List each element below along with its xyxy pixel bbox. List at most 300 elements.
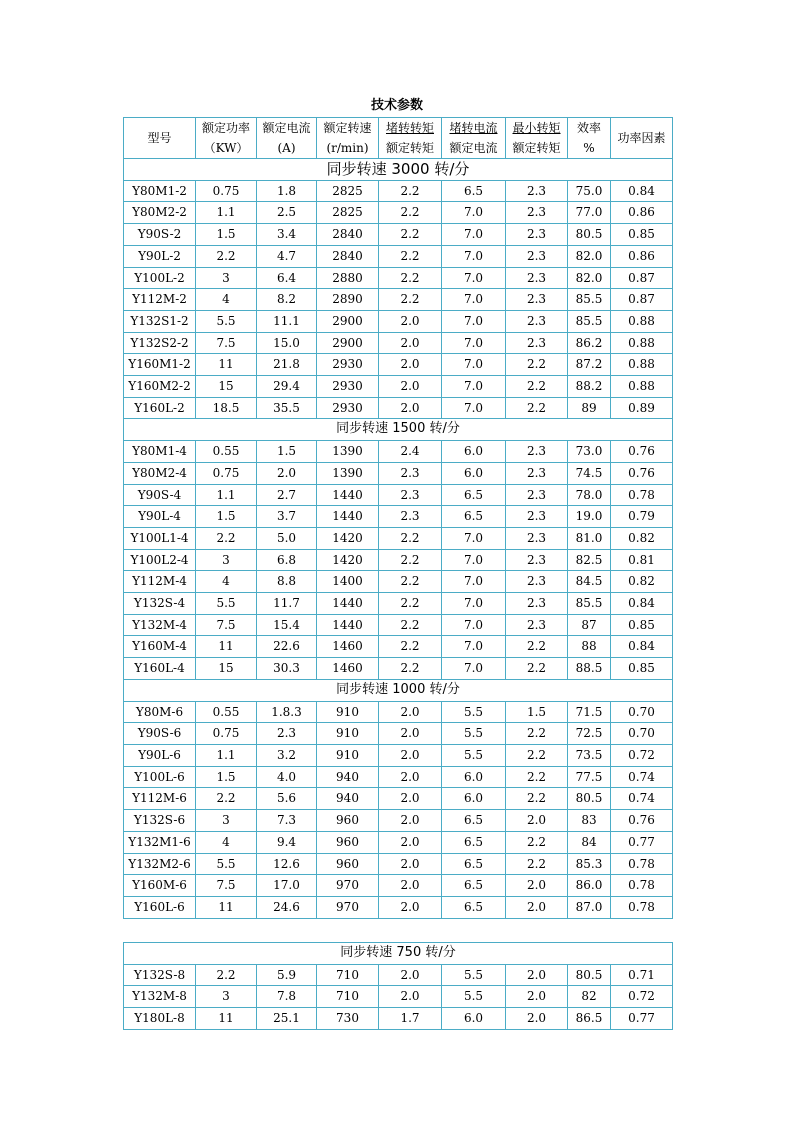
cell-power: 1.5 bbox=[196, 766, 257, 788]
cell-locked-torque: 2.2 bbox=[379, 658, 442, 680]
header-model: 型号 bbox=[124, 118, 196, 159]
cell-efficiency: 73.5 bbox=[568, 744, 611, 766]
header-locked-current-line2: 额定电流 bbox=[449, 141, 498, 155]
section-header-row bbox=[124, 159, 673, 181]
cell-power-factor: 0.85 bbox=[611, 224, 673, 246]
cell-model: Y80M1-2 bbox=[124, 180, 196, 202]
table-row bbox=[124, 180, 673, 202]
cell-min-torque: 2.3 bbox=[506, 527, 568, 549]
cell-speed: 940 bbox=[317, 788, 379, 810]
table-row bbox=[124, 744, 673, 766]
section-label: 同步转速 1500 转/分 bbox=[124, 419, 673, 441]
cell-model: Y160M1-2 bbox=[124, 354, 196, 376]
cell-power-factor: 0.76 bbox=[611, 462, 673, 484]
cell-efficiency: 86.5 bbox=[568, 1008, 611, 1030]
header-row bbox=[124, 118, 673, 159]
cell-model: Y160L-4 bbox=[124, 658, 196, 680]
cell-min-torque: 2.2 bbox=[506, 636, 568, 658]
cell-min-torque: 2.3 bbox=[506, 506, 568, 528]
cell-current: 7.8 bbox=[257, 986, 317, 1008]
cell-model: Y80M2-4 bbox=[124, 462, 196, 484]
cell-current: 11.7 bbox=[257, 593, 317, 615]
cell-locked-current: 7.0 bbox=[442, 549, 506, 571]
cell-power-factor: 0.70 bbox=[611, 723, 673, 745]
cell-speed: 2840 bbox=[317, 245, 379, 267]
cell-speed: 970 bbox=[317, 875, 379, 897]
cell-power: 2.2 bbox=[196, 245, 257, 267]
header-locked-torque bbox=[379, 118, 442, 159]
table-row bbox=[124, 964, 673, 986]
cell-current: 3.4 bbox=[257, 224, 317, 246]
cell-power-factor: 0.78 bbox=[611, 896, 673, 918]
cell-efficiency: 89 bbox=[568, 397, 611, 419]
cell-power-factor: 0.82 bbox=[611, 527, 673, 549]
cell-min-torque: 2.0 bbox=[506, 986, 568, 1008]
table-row bbox=[124, 986, 673, 1008]
cell-efficiency: 84.5 bbox=[568, 571, 611, 593]
cell-min-torque: 2.3 bbox=[506, 462, 568, 484]
cell-speed: 910 bbox=[317, 723, 379, 745]
cell-efficiency: 85.5 bbox=[568, 289, 611, 311]
cell-power: 3 bbox=[196, 986, 257, 1008]
cell-locked-torque: 2.2 bbox=[379, 636, 442, 658]
cell-locked-torque: 2.2 bbox=[379, 267, 442, 289]
cell-power-factor: 0.70 bbox=[611, 701, 673, 723]
cell-model: Y90S-2 bbox=[124, 224, 196, 246]
cell-locked-torque: 2.3 bbox=[379, 462, 442, 484]
cell-power: 7.5 bbox=[196, 875, 257, 897]
header-efficiency-line1: 效率 bbox=[576, 121, 601, 135]
cell-efficiency: 77.0 bbox=[568, 202, 611, 224]
cell-current: 12.6 bbox=[257, 853, 317, 875]
cell-locked-torque: 2.0 bbox=[379, 332, 442, 354]
cell-min-torque: 2.0 bbox=[506, 1008, 568, 1030]
parameters-table-body bbox=[124, 118, 673, 919]
section-header-row bbox=[124, 419, 673, 441]
header-power bbox=[196, 118, 257, 159]
cell-locked-torque: 2.0 bbox=[379, 376, 442, 398]
cell-locked-current: 7.0 bbox=[442, 636, 506, 658]
cell-locked-current: 7.0 bbox=[442, 267, 506, 289]
cell-model: Y100L2-4 bbox=[124, 549, 196, 571]
cell-locked-torque: 2.0 bbox=[379, 831, 442, 853]
cell-locked-torque: 2.4 bbox=[379, 441, 442, 463]
table-row bbox=[124, 506, 673, 528]
cell-locked-torque: 2.0 bbox=[379, 875, 442, 897]
cell-locked-current: 6.5 bbox=[442, 896, 506, 918]
cell-current: 3.7 bbox=[257, 506, 317, 528]
cell-locked-torque: 2.0 bbox=[379, 354, 442, 376]
cell-locked-torque: 2.0 bbox=[379, 964, 442, 986]
cell-power: 4 bbox=[196, 289, 257, 311]
cell-power: 5.5 bbox=[196, 310, 257, 332]
header-min-torque-line1: 最小转矩 bbox=[512, 121, 561, 135]
cell-speed: 1420 bbox=[317, 549, 379, 571]
header-min-torque-line2: 额定转矩 bbox=[512, 141, 561, 155]
cell-speed: 1390 bbox=[317, 441, 379, 463]
cell-locked-torque: 2.0 bbox=[379, 810, 442, 832]
cell-power-factor: 0.78 bbox=[611, 484, 673, 506]
cell-speed: 970 bbox=[317, 896, 379, 918]
cell-speed: 1420 bbox=[317, 527, 379, 549]
cell-min-torque: 2.3 bbox=[506, 571, 568, 593]
cell-min-torque: 2.3 bbox=[506, 245, 568, 267]
cell-locked-torque: 2.2 bbox=[379, 571, 442, 593]
cell-current: 15.4 bbox=[257, 614, 317, 636]
table-row bbox=[124, 376, 673, 398]
cell-current: 4.0 bbox=[257, 766, 317, 788]
cell-min-torque: 2.3 bbox=[506, 202, 568, 224]
table-row bbox=[124, 267, 673, 289]
cell-locked-current: 5.5 bbox=[442, 701, 506, 723]
cell-min-torque: 2.3 bbox=[506, 549, 568, 571]
cell-model: Y100L1-4 bbox=[124, 527, 196, 549]
table-row bbox=[124, 831, 673, 853]
table-row bbox=[124, 310, 673, 332]
cell-min-torque: 2.3 bbox=[506, 441, 568, 463]
cell-locked-torque: 2.0 bbox=[379, 723, 442, 745]
cell-locked-current: 7.0 bbox=[442, 354, 506, 376]
cell-speed: 2930 bbox=[317, 397, 379, 419]
cell-power: 0.75 bbox=[196, 462, 257, 484]
cell-min-torque: 2.3 bbox=[506, 180, 568, 202]
cell-locked-torque: 2.0 bbox=[379, 766, 442, 788]
cell-power-factor: 0.74 bbox=[611, 788, 673, 810]
cell-current: 3.2 bbox=[257, 744, 317, 766]
cell-locked-torque: 2.2 bbox=[379, 614, 442, 636]
table-row bbox=[124, 289, 673, 311]
cell-min-torque: 2.2 bbox=[506, 788, 568, 810]
cell-power-factor: 0.72 bbox=[611, 744, 673, 766]
table-row bbox=[124, 462, 673, 484]
cell-model: Y180L-8 bbox=[124, 1008, 196, 1030]
cell-power: 15 bbox=[196, 376, 257, 398]
cell-power-factor: 0.81 bbox=[611, 549, 673, 571]
cell-model: Y132M-4 bbox=[124, 614, 196, 636]
table-row bbox=[124, 571, 673, 593]
cell-current: 35.5 bbox=[257, 397, 317, 419]
cell-model: Y100L-2 bbox=[124, 267, 196, 289]
cell-speed: 2880 bbox=[317, 267, 379, 289]
cell-locked-torque: 2.2 bbox=[379, 224, 442, 246]
table-row bbox=[124, 332, 673, 354]
cell-power: 11 bbox=[196, 636, 257, 658]
cell-min-torque: 2.3 bbox=[506, 332, 568, 354]
cell-locked-current: 6.5 bbox=[442, 506, 506, 528]
cell-locked-current: 7.0 bbox=[442, 376, 506, 398]
header-efficiency bbox=[568, 118, 611, 159]
cell-power: 18.5 bbox=[196, 397, 257, 419]
cell-locked-torque: 2.0 bbox=[379, 986, 442, 1008]
cell-power: 3 bbox=[196, 549, 257, 571]
cell-min-torque: 1.5 bbox=[506, 701, 568, 723]
cell-current: 5.9 bbox=[257, 964, 317, 986]
cell-efficiency: 85.5 bbox=[568, 593, 611, 615]
cell-current: 1.8.3 bbox=[257, 701, 317, 723]
cell-model: Y132S2-2 bbox=[124, 332, 196, 354]
cell-locked-torque: 2.0 bbox=[379, 853, 442, 875]
cell-min-torque: 2.2 bbox=[506, 723, 568, 745]
cell-model: Y80M2-2 bbox=[124, 202, 196, 224]
cell-min-torque: 2.0 bbox=[506, 810, 568, 832]
cell-speed: 710 bbox=[317, 986, 379, 1008]
header-power-factor: 功率因素 bbox=[611, 118, 673, 159]
table-row bbox=[124, 245, 673, 267]
cell-efficiency: 88.2 bbox=[568, 376, 611, 398]
cell-current: 2.3 bbox=[257, 723, 317, 745]
cell-power-factor: 0.88 bbox=[611, 310, 673, 332]
cell-locked-torque: 2.3 bbox=[379, 506, 442, 528]
cell-locked-current: 7.0 bbox=[442, 245, 506, 267]
table-row bbox=[124, 527, 673, 549]
cell-min-torque: 2.3 bbox=[506, 310, 568, 332]
cell-locked-current: 7.0 bbox=[442, 527, 506, 549]
cell-locked-torque: 2.0 bbox=[379, 788, 442, 810]
cell-speed: 710 bbox=[317, 964, 379, 986]
cell-efficiency: 88 bbox=[568, 636, 611, 658]
cell-locked-current: 7.0 bbox=[442, 397, 506, 419]
cell-min-torque: 2.0 bbox=[506, 964, 568, 986]
cell-speed: 940 bbox=[317, 766, 379, 788]
cell-model: Y132S1-2 bbox=[124, 310, 196, 332]
table-row bbox=[124, 202, 673, 224]
cell-power: 4 bbox=[196, 571, 257, 593]
cell-model: Y160L-2 bbox=[124, 397, 196, 419]
cell-speed: 960 bbox=[317, 810, 379, 832]
cell-power-factor: 0.88 bbox=[611, 376, 673, 398]
cell-current: 2.7 bbox=[257, 484, 317, 506]
cell-speed: 1460 bbox=[317, 658, 379, 680]
page-title: 技术参数 bbox=[370, 98, 423, 113]
cell-locked-current: 5.5 bbox=[442, 986, 506, 1008]
cell-current: 29.4 bbox=[257, 376, 317, 398]
cell-speed: 1440 bbox=[317, 593, 379, 615]
cell-current: 11.1 bbox=[257, 310, 317, 332]
section-header-row bbox=[124, 679, 673, 701]
cell-locked-torque: 2.2 bbox=[379, 549, 442, 571]
cell-locked-torque: 2.2 bbox=[379, 245, 442, 267]
cell-min-torque: 2.3 bbox=[506, 614, 568, 636]
cell-locked-current: 7.0 bbox=[442, 224, 506, 246]
header-current bbox=[257, 118, 317, 159]
cell-locked-current: 6.5 bbox=[442, 853, 506, 875]
cell-current: 2.0 bbox=[257, 462, 317, 484]
cell-efficiency: 82.0 bbox=[568, 267, 611, 289]
cell-power-factor: 0.77 bbox=[611, 831, 673, 853]
cell-locked-current: 6.5 bbox=[442, 875, 506, 897]
cell-current: 5.0 bbox=[257, 527, 317, 549]
cell-locked-torque: 2.0 bbox=[379, 896, 442, 918]
cell-locked-current: 6.5 bbox=[442, 831, 506, 853]
cell-locked-torque: 2.0 bbox=[379, 397, 442, 419]
cell-min-torque: 2.2 bbox=[506, 376, 568, 398]
cell-power: 0.75 bbox=[196, 723, 257, 745]
cell-efficiency: 73.0 bbox=[568, 441, 611, 463]
cell-speed: 1440 bbox=[317, 506, 379, 528]
cell-power-factor: 0.72 bbox=[611, 986, 673, 1008]
table-row bbox=[124, 853, 673, 875]
cell-min-torque: 2.2 bbox=[506, 831, 568, 853]
cell-min-torque: 2.0 bbox=[506, 875, 568, 897]
cell-model: Y112M-2 bbox=[124, 289, 196, 311]
header-locked-current bbox=[442, 118, 506, 159]
cell-speed: 1390 bbox=[317, 462, 379, 484]
cell-locked-torque: 2.0 bbox=[379, 744, 442, 766]
cell-power-factor: 0.86 bbox=[611, 245, 673, 267]
cell-model: Y132S-6 bbox=[124, 810, 196, 832]
cell-model: Y160L-6 bbox=[124, 896, 196, 918]
cell-power-factor: 0.78 bbox=[611, 875, 673, 897]
cell-power-factor: 0.88 bbox=[611, 354, 673, 376]
cell-efficiency: 80.5 bbox=[568, 964, 611, 986]
cell-efficiency: 85.5 bbox=[568, 310, 611, 332]
table-row bbox=[124, 397, 673, 419]
header-speed-line2: (r/min) bbox=[326, 141, 369, 155]
cell-locked-current: 6.5 bbox=[442, 180, 506, 202]
cell-model: Y160M-6 bbox=[124, 875, 196, 897]
cell-power-factor: 0.76 bbox=[611, 441, 673, 463]
cell-efficiency: 77.5 bbox=[568, 766, 611, 788]
cell-locked-current: 5.5 bbox=[442, 744, 506, 766]
cell-model: Y132M2-6 bbox=[124, 853, 196, 875]
cell-efficiency: 87.0 bbox=[568, 896, 611, 918]
table-row bbox=[124, 875, 673, 897]
cell-model: Y132S-4 bbox=[124, 593, 196, 615]
cell-power: 1.5 bbox=[196, 506, 257, 528]
cell-power: 0.55 bbox=[196, 701, 257, 723]
cell-efficiency: 80.5 bbox=[568, 224, 611, 246]
cell-model: Y112M-4 bbox=[124, 571, 196, 593]
cell-power-factor: 0.82 bbox=[611, 571, 673, 593]
header-efficiency-line2: % bbox=[583, 141, 595, 155]
cell-locked-torque: 1.7 bbox=[379, 1008, 442, 1030]
cell-locked-current: 6.0 bbox=[442, 1008, 506, 1030]
cell-min-torque: 2.3 bbox=[506, 224, 568, 246]
cell-power: 7.5 bbox=[196, 614, 257, 636]
cell-power: 11 bbox=[196, 1008, 257, 1030]
cell-min-torque: 2.0 bbox=[506, 896, 568, 918]
cell-current: 5.6 bbox=[257, 788, 317, 810]
cell-speed: 2825 bbox=[317, 180, 379, 202]
cell-speed: 2900 bbox=[317, 310, 379, 332]
cell-efficiency: 74.5 bbox=[568, 462, 611, 484]
section-label: 同步转速 1000 转/分 bbox=[124, 679, 673, 701]
cell-speed: 2825 bbox=[317, 202, 379, 224]
cell-min-torque: 2.3 bbox=[506, 289, 568, 311]
cell-locked-current: 6.0 bbox=[442, 766, 506, 788]
table-row bbox=[124, 766, 673, 788]
cell-power-factor: 0.87 bbox=[611, 289, 673, 311]
cell-power: 2.2 bbox=[196, 788, 257, 810]
cell-locked-current: 7.0 bbox=[442, 593, 506, 615]
cell-model: Y132S-8 bbox=[124, 964, 196, 986]
cell-power: 5.5 bbox=[196, 853, 257, 875]
cell-efficiency: 82.5 bbox=[568, 549, 611, 571]
cell-current: 22.6 bbox=[257, 636, 317, 658]
cell-locked-current: 7.0 bbox=[442, 658, 506, 680]
cell-min-torque: 2.3 bbox=[506, 267, 568, 289]
table-row bbox=[124, 810, 673, 832]
table-row bbox=[124, 549, 673, 571]
cell-speed: 1460 bbox=[317, 636, 379, 658]
table-row bbox=[124, 614, 673, 636]
table-row bbox=[124, 701, 673, 723]
table-row bbox=[124, 723, 673, 745]
cell-efficiency: 82 bbox=[568, 986, 611, 1008]
cell-min-torque: 2.2 bbox=[506, 658, 568, 680]
cell-efficiency: 82.0 bbox=[568, 245, 611, 267]
cell-power: 4 bbox=[196, 831, 257, 853]
cell-efficiency: 75.0 bbox=[568, 180, 611, 202]
header-power-line2: （KW） bbox=[203, 141, 249, 155]
cell-efficiency: 19.0 bbox=[568, 506, 611, 528]
cell-speed: 910 bbox=[317, 744, 379, 766]
header-speed bbox=[317, 118, 379, 159]
cell-model: Y80M-6 bbox=[124, 701, 196, 723]
cell-power-factor: 0.84 bbox=[611, 636, 673, 658]
cell-current: 6.4 bbox=[257, 267, 317, 289]
parameters-table-750 bbox=[123, 942, 673, 1030]
cell-speed: 1440 bbox=[317, 484, 379, 506]
section-label: 同步转速 750 转/分 bbox=[124, 943, 673, 965]
cell-power-factor: 0.85 bbox=[611, 614, 673, 636]
cell-current: 17.0 bbox=[257, 875, 317, 897]
cell-power: 0.55 bbox=[196, 441, 257, 463]
cell-model: Y90S-4 bbox=[124, 484, 196, 506]
cell-efficiency: 88.5 bbox=[568, 658, 611, 680]
cell-locked-torque: 2.2 bbox=[379, 593, 442, 615]
cell-locked-current: 7.0 bbox=[442, 614, 506, 636]
parameters-table-750-body bbox=[124, 943, 673, 1030]
cell-power-factor: 0.86 bbox=[611, 202, 673, 224]
cell-current: 25.1 bbox=[257, 1008, 317, 1030]
cell-locked-torque: 2.0 bbox=[379, 701, 442, 723]
cell-current: 30.3 bbox=[257, 658, 317, 680]
cell-efficiency: 85.3 bbox=[568, 853, 611, 875]
cell-locked-current: 7.0 bbox=[442, 310, 506, 332]
cell-power-factor: 0.88 bbox=[611, 332, 673, 354]
cell-current: 6.8 bbox=[257, 549, 317, 571]
table-row bbox=[124, 658, 673, 680]
cell-power: 3 bbox=[196, 810, 257, 832]
cell-efficiency: 87 bbox=[568, 614, 611, 636]
table-row bbox=[124, 593, 673, 615]
cell-current: 7.3 bbox=[257, 810, 317, 832]
header-power-line1: 额定功率 bbox=[201, 121, 250, 135]
cell-min-torque: 2.2 bbox=[506, 853, 568, 875]
cell-power: 11 bbox=[196, 896, 257, 918]
cell-efficiency: 81.0 bbox=[568, 527, 611, 549]
cell-current: 8.2 bbox=[257, 289, 317, 311]
cell-power-factor: 0.87 bbox=[611, 267, 673, 289]
cell-locked-current: 7.0 bbox=[442, 332, 506, 354]
cell-current: 8.8 bbox=[257, 571, 317, 593]
table-row bbox=[124, 484, 673, 506]
cell-efficiency: 86.0 bbox=[568, 875, 611, 897]
header-speed-line1: 额定转速 bbox=[323, 121, 372, 135]
table-row bbox=[124, 354, 673, 376]
section-header-row bbox=[124, 943, 673, 965]
cell-speed: 1400 bbox=[317, 571, 379, 593]
cell-locked-torque: 2.2 bbox=[379, 289, 442, 311]
cell-locked-torque: 2.0 bbox=[379, 310, 442, 332]
cell-power: 5.5 bbox=[196, 593, 257, 615]
cell-locked-current: 6.0 bbox=[442, 441, 506, 463]
cell-min-torque: 2.2 bbox=[506, 766, 568, 788]
cell-current: 15.0 bbox=[257, 332, 317, 354]
cell-efficiency: 71.5 bbox=[568, 701, 611, 723]
cell-current: 1.8 bbox=[257, 180, 317, 202]
